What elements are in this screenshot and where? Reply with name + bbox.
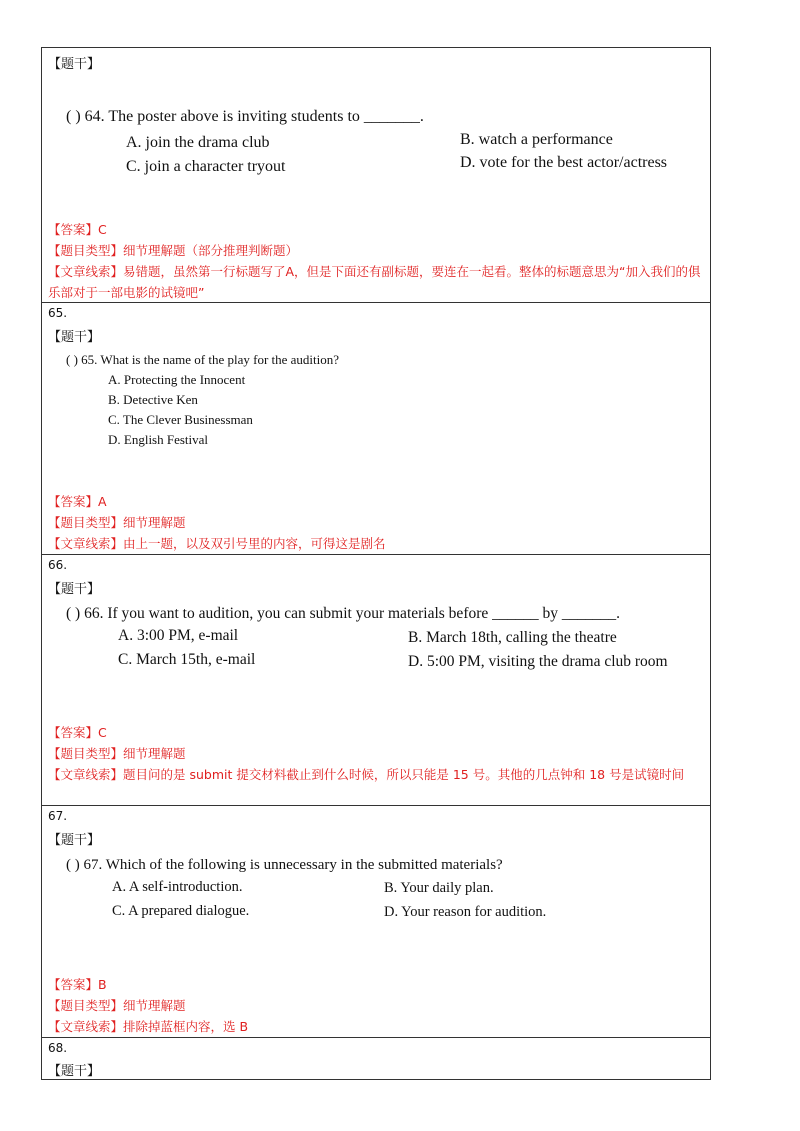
q66-option-a: A. 3:00 PM, e-mail [118,627,239,644]
stem-label-68: 【题干】 [48,1064,101,1079]
q65-answer: 【答案】A [48,494,107,509]
stem-label-66: 【题干】 [48,582,101,597]
q67-clue: 【文章线索】排除掉蓝框内容，选 B [48,1019,249,1034]
q66-clue: 【文章线索】题目问的是 submit 提交材料截止到什么时候，所以只能是 15 号。其他的几点钟和 18 号是试镜时间 [48,767,685,782]
q67-number: 67. [48,809,68,823]
q67-option-a: A. A self-introduction. [112,879,243,895]
question-65-stem: ( ) 65. What is the name of the play for the audition? [66,352,340,367]
q65-option-c: C. The Clever Businessman [108,412,253,427]
divider [42,302,710,303]
q66-type: 【题目类型】细节理解题 [48,746,186,761]
q65-clue: 【文章线索】由上一题，以及双引号里的内容，可得这是剧名 [48,536,386,551]
q64-type: 【题目类型】细节理解题（部分推理判断题） [48,243,299,258]
q67-type: 【题目类型】细节理解题 [48,998,186,1013]
question-64-stem: ( ) 64. The poster above is inviting students to _______. [66,108,424,125]
q66-option-b: B. March 18th, calling the theatre [408,629,617,646]
q65-number: 65. [48,306,68,320]
answer-sheet [41,47,711,1080]
question-66-stem: ( ) 66. If you want to audition, you can submit your materials before ______ by _______. [66,605,621,622]
stem-label-67: 【题干】 [48,833,101,848]
q67-option-b: B. Your daily plan. [384,880,494,896]
q64-answer: 【答案】C [48,222,107,237]
q66-answer: 【答案】C [48,725,107,740]
q64-option-b: B. watch a performance [460,131,613,148]
stem-label-64: 【题干】 [48,57,101,72]
divider [42,1037,710,1038]
divider [42,554,710,555]
q64-option-a: A. join the drama club [126,134,270,151]
q65-option-a: A. Protecting the Innocent [108,372,246,387]
q64-option-d: D. vote for the best actor/actress [460,154,668,171]
q65-option-b: B. Detective Ken [108,392,198,407]
stem-label-65: 【题干】 [48,330,101,345]
q66-option-c: C. March 15th, e-mail [118,651,256,668]
question-67-stem: ( ) 67. Which of the following is unnecessary in the submitted materials? [66,857,503,873]
q66-number: 66. [48,558,68,572]
q64-option-c: C. join a character tryout [126,158,286,175]
q68-number: 68. [48,1041,68,1055]
q65-option-d: D. English Festival [108,432,209,447]
divider [42,805,710,806]
q66-option-d: D. 5:00 PM, visiting the drama club room [408,653,668,670]
q67-option-c: C. A prepared dialogue. [112,903,250,919]
q64-clue: 【文章线索】易错题，虽然第一行标题写了A，但是下面还有副标题，要连在一起看。整体的标题意思为“加入我们的俱乐部对于一部电影的试镜吧” [48,264,701,300]
q67-answer: 【答案】B [48,977,107,992]
q67-option-d: D. Your reason for audition. [384,904,547,920]
q65-type: 【题目类型】细节理解题 [48,515,186,530]
